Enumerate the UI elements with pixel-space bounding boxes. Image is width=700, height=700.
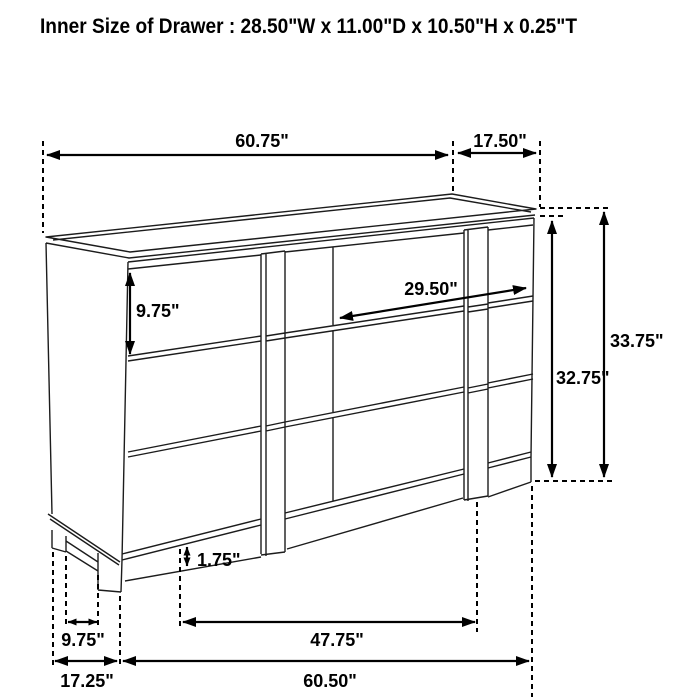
- dresser-drawing: [46, 194, 536, 592]
- dim-label-drawer-width: 29.50": [404, 279, 458, 299]
- dim-label-side-leg-spacing: 9.75": [61, 630, 105, 650]
- dimension-labels: [60, 131, 663, 691]
- dim-label-front-leg-spacing: 47.75": [310, 630, 364, 650]
- dim-label-top-depth: 17.50": [473, 131, 527, 151]
- dim-label-base-height: 1.75": [197, 550, 241, 570]
- dimension-arrows: [47, 153, 604, 661]
- vertical-trim-strips: [261, 227, 488, 556]
- page-title: Inner Size of Drawer : 28.50"W x 11.00"D x 10.50"H x 0.25"T: [40, 15, 578, 38]
- dim-label-case-height: 32.75": [556, 368, 610, 388]
- dim-label-base-depth: 17.25": [60, 671, 114, 691]
- dim-label-top-drawer-height: 9.75": [136, 301, 180, 321]
- dim-label-overall-height: 33.75": [610, 331, 664, 351]
- dim-label-base-width: 60.50": [303, 671, 357, 691]
- dim-label-top-width: 60.75": [235, 131, 289, 151]
- dresser-top-and-shell: [46, 194, 536, 565]
